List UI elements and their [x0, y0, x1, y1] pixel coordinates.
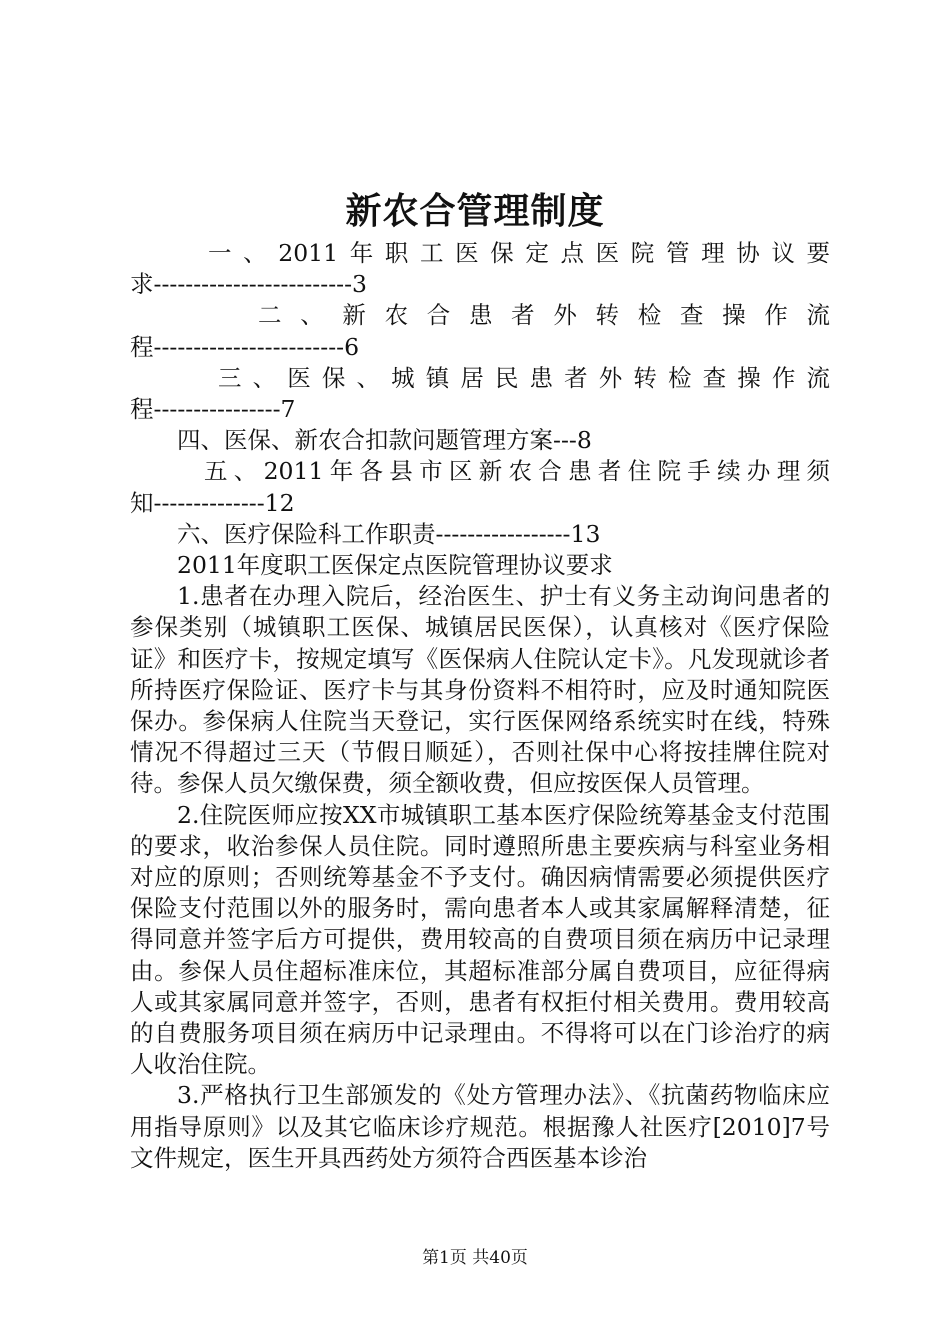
toc-item-3-page: 程----------------7 [130, 395, 296, 424]
toc-item-5-text: 五、2011年各县市区新农合患者住院手续办理须 [204, 457, 830, 486]
toc-item-4[interactable] [130, 425, 830, 456]
document-title: 新农合管理制度 [345, 190, 605, 232]
toc-item-5-page: 知--------------12 [130, 488, 295, 517]
toc-item-6-text: 六、医疗保险科工作职责-----------------13 [177, 519, 601, 548]
toc-item-2[interactable] [130, 300, 830, 362]
paragraph-3: 3.严格执行卫生部颁发的《处方管理办法》、《抗菌药物临床应用指导原则》以及其它临床诊疗规范。根据豫人社医疗[2010]7号文件规定，医生开具西药处方须符合西医基本诊治 [130, 1081, 830, 1172]
toc-item-4-text: 四、医保、新农合扣款问题管理方案---8 [177, 426, 592, 455]
document-body [130, 238, 830, 1174]
toc-item-2-page: 程------------------------6 [130, 332, 360, 361]
section-heading: 2011年度职工医保定点医院管理协议要求 [177, 551, 613, 580]
toc-item-1-text: 一、2011年职工医保定点医院管理协议要 [208, 239, 830, 267]
toc-item-2-text: 二、新农合患者外转检查操作流 [258, 301, 830, 330]
page-footer: 第1页 共40页 [422, 1248, 528, 1268]
toc-item-3[interactable] [130, 363, 830, 425]
toc-item-5[interactable] [130, 456, 830, 518]
toc-item-1-page: 求-------------------------3 [130, 270, 367, 299]
toc-item-3-text: 三、医保、城镇居民患者外转检查操作流 [218, 363, 830, 392]
paragraph-1: 1.患者在办理入院后，经治医生、护士有义务主动询问患者的参保类别（城镇职工医保、城镇居民医保），认真核对《医疗保险证》和医疗卡，按规定填写《医保病人住院认定卡》。凡发现就诊者所持医疗保险证、医疗卡与其身份资料不相符时，应及时通知院医保办。参保病人住院当天登记，实行医保网络系统实时在线，特殊情况不得超过三天（节假日顺延），否则社保中心将按挂牌住院对待。参保人员欠缴保费，须全额收费，但应按医保人员管理。 [130, 582, 830, 798]
toc-item-6[interactable] [130, 519, 830, 550]
paragraph-2: 2.住院医师应按XX市城镇职工基本医疗保险统筹基金支付范围的要求，收治参保人员住院。同时遵照所患主要疾病与科室业务相对应的原则；否则统筹基金不予支付。确因病情需要必须提供医疗保险支付范围以外的服务时，需向患者本人或其家属解释清楚，征得同意并签字后方可提供，费用较高的自费项目须在病历中记录理由。参保人员住超标准床位，其超标准部分属自费项目，应征得病人或其家属同意并签字，否则，患者有权拒付相关费用。费用较高的自费服务项目须在病历中记录理由。不得将可以在门诊治疗的病人收治住院。 [130, 800, 830, 1079]
toc-item-1[interactable] [130, 238, 830, 300]
